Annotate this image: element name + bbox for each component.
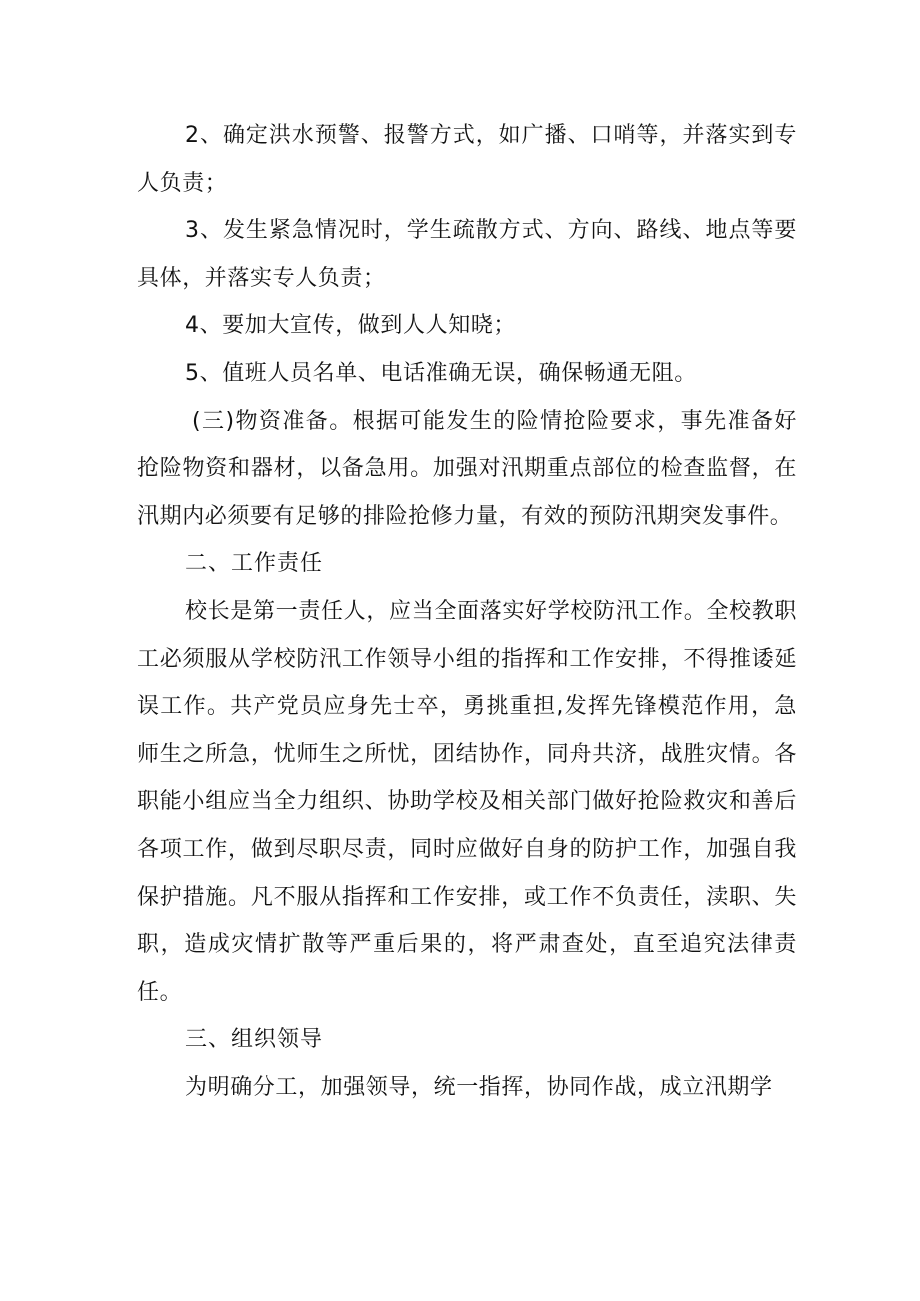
list-item-duty-roster: 5、值班人员名单、电话准确无误，确保畅通无阻。 — [185, 360, 697, 386]
section-heading-work-responsibility: 二、工作责任 — [185, 551, 324, 577]
paragraph-organization-leadership: 为明确分工，加强领导，统一指挥，协同作战，成立汛期学 — [185, 1074, 773, 1100]
paragraph-material-preparation: (三)物资准备。根据可能发生的险情抢险要求，事先准备好抢险物资和器材，以备急用。加强对汛期重点部位的检查监督，在汛期内必须要有足够的排险抢修力量，有效的预防汛期突发事件。 — [137, 408, 797, 529]
list-item-evacuation: 3、发生紧急情况时，学生疏散方式、方向、路线、地点等要具体，并落实专人负责； — [137, 218, 797, 291]
section-heading-organization-leadership: 三、组织领导 — [185, 1027, 324, 1053]
paragraph-work-responsibility: 校长是第一责任人，应当全面落实好学校防汛工作。全校教职工必须服从学校防汛工作领导小组的指挥和工作安排，不得推诿延误工作。共产党员应身先士卒，勇挑重担,发挥先锋模范作用，急师生之所急，忧师生之所忧，团结协作，同舟共济，战胜灾情。各职能小组应当全力组织、协助学校及相关部门做好抢险救灾和善后各项工作，做到尽职尽责，同时应做好自身的防护工作，加强自我保护措施。凡不服从指挥和工作安排，或工作不负责任，渎职、失职，造成灾情扩散等严重后果的，将严肃查处，直至追究法律责任。 — [137, 598, 797, 1005]
document-body — [137, 112, 797, 1111]
list-item-publicity: 4、要加大宣传，做到人人知晓； — [185, 313, 516, 339]
list-item-warning-method: 2、确定洪水预警、报警方式，如广播、口哨等，并落实到专人负责； — [137, 123, 797, 196]
